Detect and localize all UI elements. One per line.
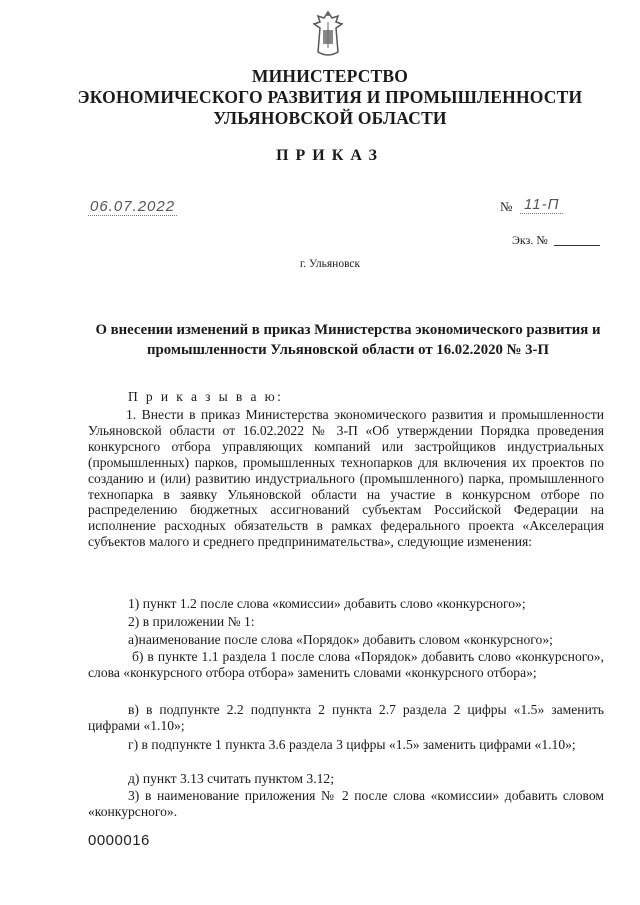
ministry-name-line1: МИНИСТЕРСТВО	[251, 66, 409, 86]
paragraph-1	[88, 407, 604, 550]
copy-number-label: Экз. №	[512, 233, 548, 247]
list-item: б) в пункте 1.1 раздела 1 после слова «Порядок» добавить слово «конкурсного», слова «конкурсного отбора отбора» заменить словами «конкурсного отбора»;	[88, 649, 604, 680]
number-label: №	[500, 199, 513, 214]
copy-number-blank	[554, 245, 600, 246]
ministry-name-line2: ЭКОНОМИЧЕСКОГО РАЗВИТИЯ И ПРОМЫШЛЕННОСТИ	[77, 87, 583, 107]
order-word: П р и к а з ы в а ю:	[128, 389, 284, 404]
document-serial-stamp: 0000016	[88, 832, 150, 849]
handwritten-date: 06.07.2022	[90, 198, 176, 215]
list-item: а)наименование после слова «Порядок» добавить словом «конкурсного»;	[128, 632, 553, 647]
paragraph-1-text: 1. Внести в приказ Министерства экономического развития и промышленности Ульяновской области от 16.02.2022 № 3-П «Об утверждении Порядка проведения конкурсного отбора управляющих компаний или застройщиков индустриальных (промышленных) парков, промышленных технопарков для включения их проектов по созданию и (или) развитию индустриального (промышленного) парка, промышленного технопарка в заявку Ульяновской области на участие в конкурсном отборе по распределению бюджетных ассигнований субъектам Российской Федерации на исполнение расходных обязательств в рамках федерального проекта «Акселерация субъектов малого и среднего предпринимательства», следующие изменения:	[88, 407, 604, 550]
list-item: 1) пункт 1.2 после слова «комиссии» добавить слово «конкурсного»;	[128, 596, 526, 611]
city-name: г. Ульяновск	[299, 258, 361, 270]
list-item: 2) в приложении № 1:	[128, 614, 255, 629]
list-item: г) в подпункте 1 пункта 3.6 раздела 3 цифры «1.5» заменить цифрами «1.10»;	[128, 737, 576, 752]
ministry-name-line3: УЛЬЯНОВСКОЙ ОБЛАСТИ	[213, 108, 447, 128]
list-item: д) пункт 3.13 считать пунктом 3.12;	[128, 771, 334, 786]
order-title: О внесении изменений в приказ Министерства экономического развития и промышленности Ульяновской области от 16.02.2020 № 3-П	[95, 322, 601, 358]
handwritten-order-number: 11-П	[520, 196, 563, 214]
list-item: 3) в наименование приложения № 2 после слова «комиссии» добавить словом «конкурсного».	[88, 788, 604, 819]
document-type-heading: ПРИКАЗ	[276, 147, 384, 164]
list-item: в) в подпункте 2.2 подпункта 2 пункта 2.7 раздела 2 цифры «1.5» заменить цифрами «1.10»;	[88, 702, 604, 733]
ulyanovsk-coat-of-arms-icon	[302, 8, 354, 60]
